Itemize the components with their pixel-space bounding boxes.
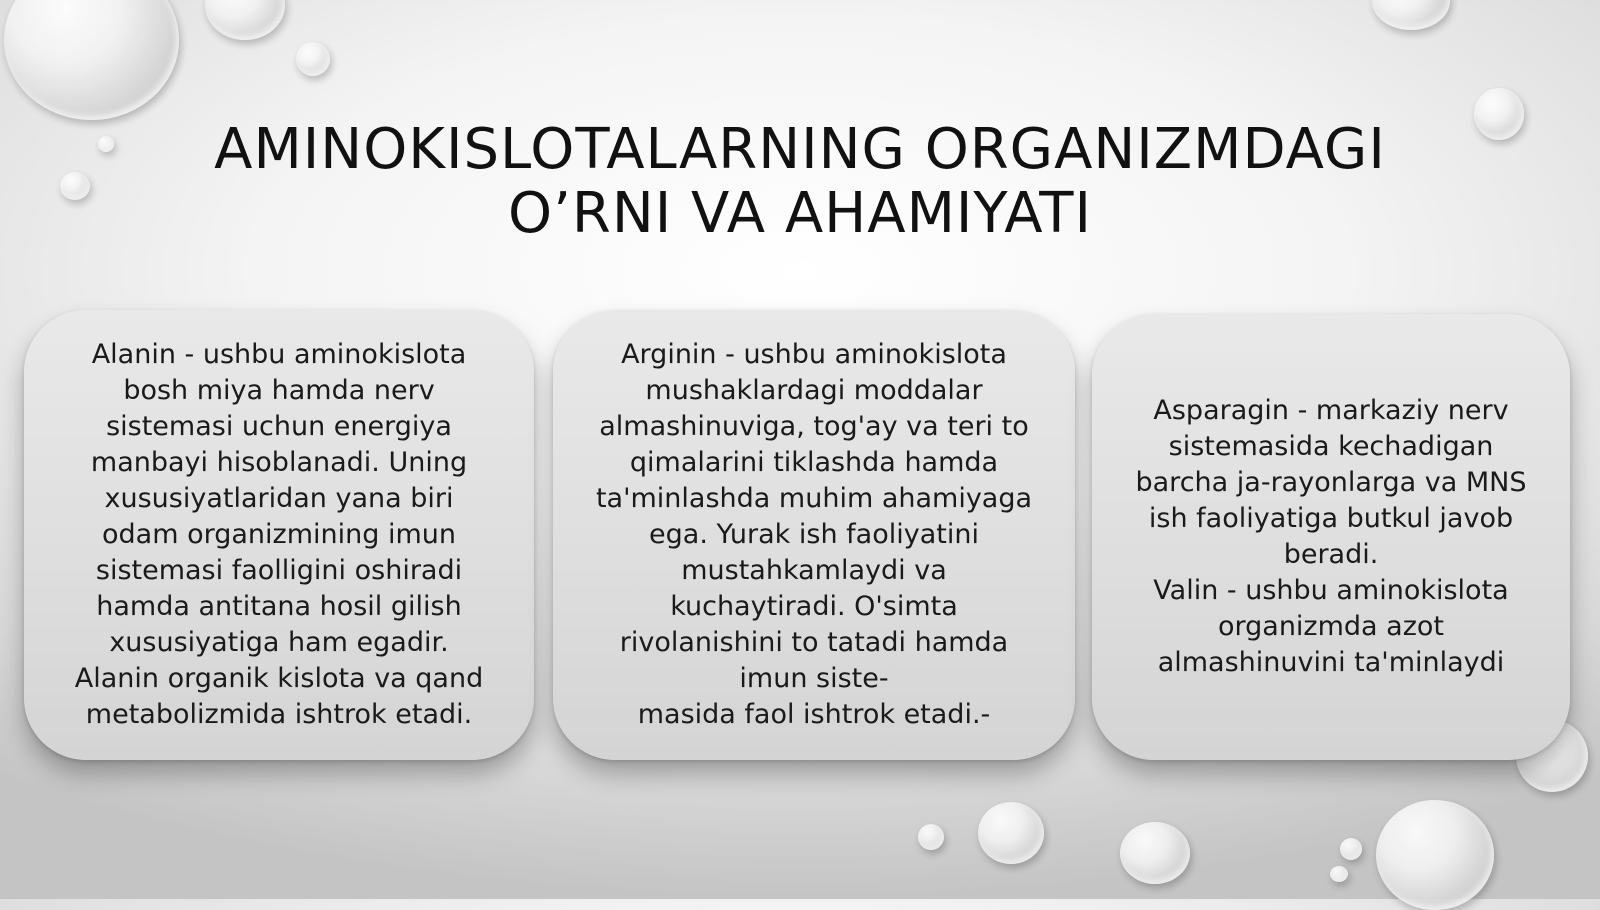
- card-text-line: xususiyatiga ham egadir.: [109, 627, 449, 658]
- slide-title-line: AMINOKISLOTALARNING ORGANIZMDAGI: [214, 117, 1386, 182]
- water-drop-decoration: [296, 42, 330, 76]
- card-text-line: sistemasi faolligini oshiradi: [95, 555, 463, 586]
- water-drop-decoration: [1372, 0, 1450, 30]
- slide-title-line: O’RNI VA AHAMIYATI: [508, 181, 1092, 246]
- water-drop-decoration: [1120, 822, 1190, 884]
- water-drop-decoration: [978, 802, 1044, 864]
- card-text-line: Arginin - ushbu aminokislota: [621, 339, 1007, 370]
- card-text-line: almashinuviga, tog'ay va teri to: [599, 411, 1029, 442]
- card-text-line: Alanin organik kislota va qand: [74, 663, 484, 694]
- card-text-line: odam organizmining imun: [102, 519, 456, 550]
- card-text-line: qimalarini tiklashda hamda: [629, 447, 999, 478]
- card-text-line: metabolizmida ishtrok etadi.: [85, 699, 473, 730]
- card-text-line: almashinuvini ta'minlaydi: [1157, 647, 1505, 678]
- card-text-line: barcha ja-rayonlarga va MNS: [1135, 467, 1527, 498]
- card-text-line: hamda antitana hosil gilish: [96, 591, 462, 622]
- card-text-line: beradi.: [1283, 539, 1379, 570]
- card-text-line: mushaklardagi moddalar: [645, 375, 983, 406]
- water-drop-decoration: [4, 0, 179, 120]
- arginin-card: [553, 310, 1075, 760]
- card-text-line: Alanin - ushbu aminokislota: [91, 339, 467, 370]
- card-text-line: masida faol ishtrok etadi.-: [637, 699, 991, 730]
- card-text-line: Valin - ushbu aminokislota: [1153, 575, 1509, 606]
- card-text-line: manbayi hisoblanadi. Uning: [90, 447, 468, 478]
- water-drop-decoration: [205, 0, 285, 40]
- card-text-line: Asparagin - markaziy nerv: [1153, 395, 1509, 426]
- card-text-line: mustahkamlaydi va: [681, 555, 947, 586]
- card-text-line: kuchaytiradi. O'simta: [670, 591, 958, 622]
- card-text-line: xususiyatlaridan yana biri: [104, 483, 454, 514]
- card-text-line: ta'minlashda muhim ahamiyaga: [595, 483, 1033, 514]
- card-text-line: bosh miya hamda nerv: [123, 375, 435, 406]
- card-text-line: ish faoliyatiga butkul javob: [1148, 503, 1514, 534]
- water-drop-decoration: [918, 824, 944, 850]
- card-text-line: rivolanishini to tatadi hamda: [619, 627, 1009, 658]
- card-text-line: sistemasi uchun energiya: [106, 411, 452, 442]
- card-text-line: imun siste-: [739, 663, 889, 694]
- card-text-line: organizmda azot: [1217, 611, 1444, 642]
- water-drop-decoration: [1340, 838, 1362, 860]
- asparagin-valin-card: [1092, 314, 1570, 760]
- slide-title: [100, 118, 1500, 246]
- card-text-line: sistemasida kechadigan: [1168, 431, 1494, 462]
- water-drop-decoration: [1376, 800, 1494, 910]
- card-text-line: ega. Yurak ish faoliyatini: [649, 519, 979, 550]
- water-drop-decoration: [1330, 866, 1348, 882]
- alanin-card: [24, 310, 534, 760]
- water-drop-decoration: [60, 172, 90, 200]
